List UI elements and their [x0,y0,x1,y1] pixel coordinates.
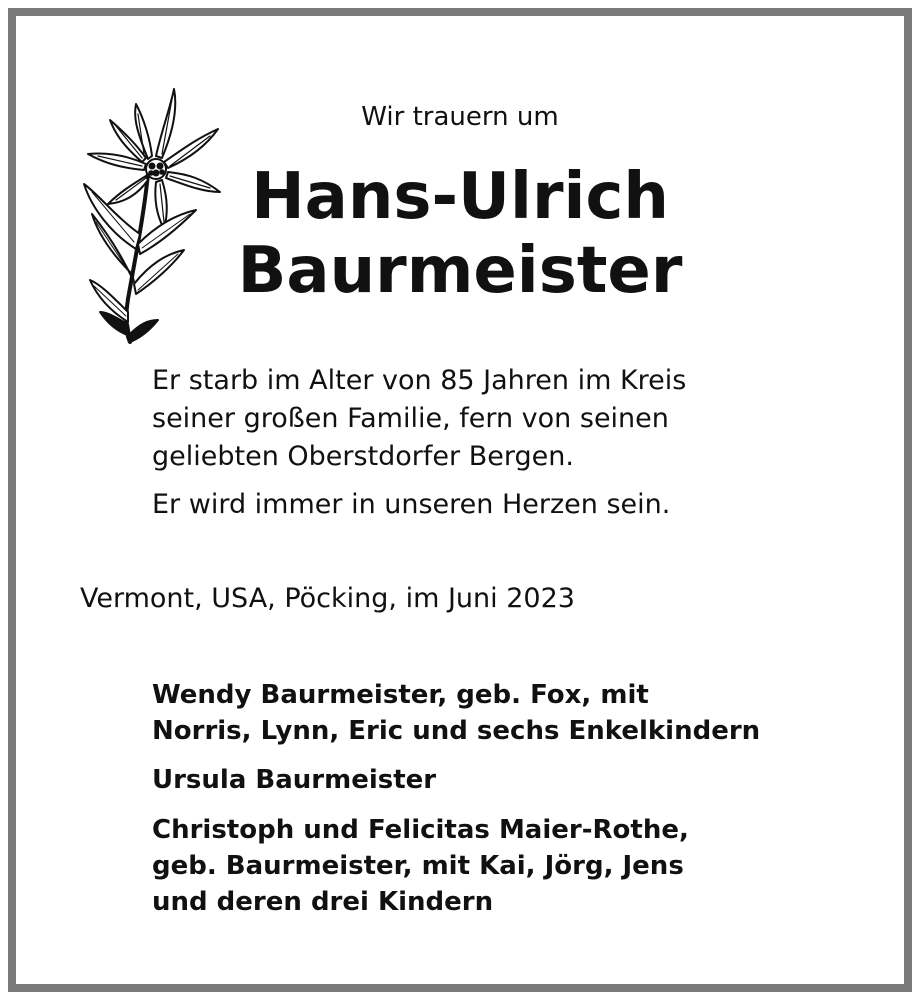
signatory-line: geb. Baurmeister, mit Kai, Jörg, Jens [152,851,684,881]
deceased-name-first: Hans-Ulrich [251,160,669,234]
paragraph-line: Er starb im Alter von 85 Jahren im Kreis [152,365,687,396]
signatory-line: Ursula Baurmeister [152,765,437,795]
place-date: Vermont, USA, Pöcking, im Juni 2023 [80,583,575,614]
paragraph-line: seiner großen Familie, fern von seinen [152,403,669,434]
deceased-name-last: Baurmeister [237,234,683,308]
paragraph-remembrance: Er wird immer in unseren Herzen sein. [152,489,671,520]
signatory-line: und deren drei Kindern [152,887,494,917]
signatory-line: Christoph und Felicitas Maier-Rothe, [152,815,689,845]
signatory-line: Norris, Lynn, Eric und sechs Enkelkindern [152,716,761,746]
signatory-line: Wendy Baurmeister, geb. Fox, mit [152,680,649,710]
paragraph-line: geliebten Oberstdorfer Bergen. [152,441,574,472]
intro-line: Wir trauern um [361,102,559,132]
